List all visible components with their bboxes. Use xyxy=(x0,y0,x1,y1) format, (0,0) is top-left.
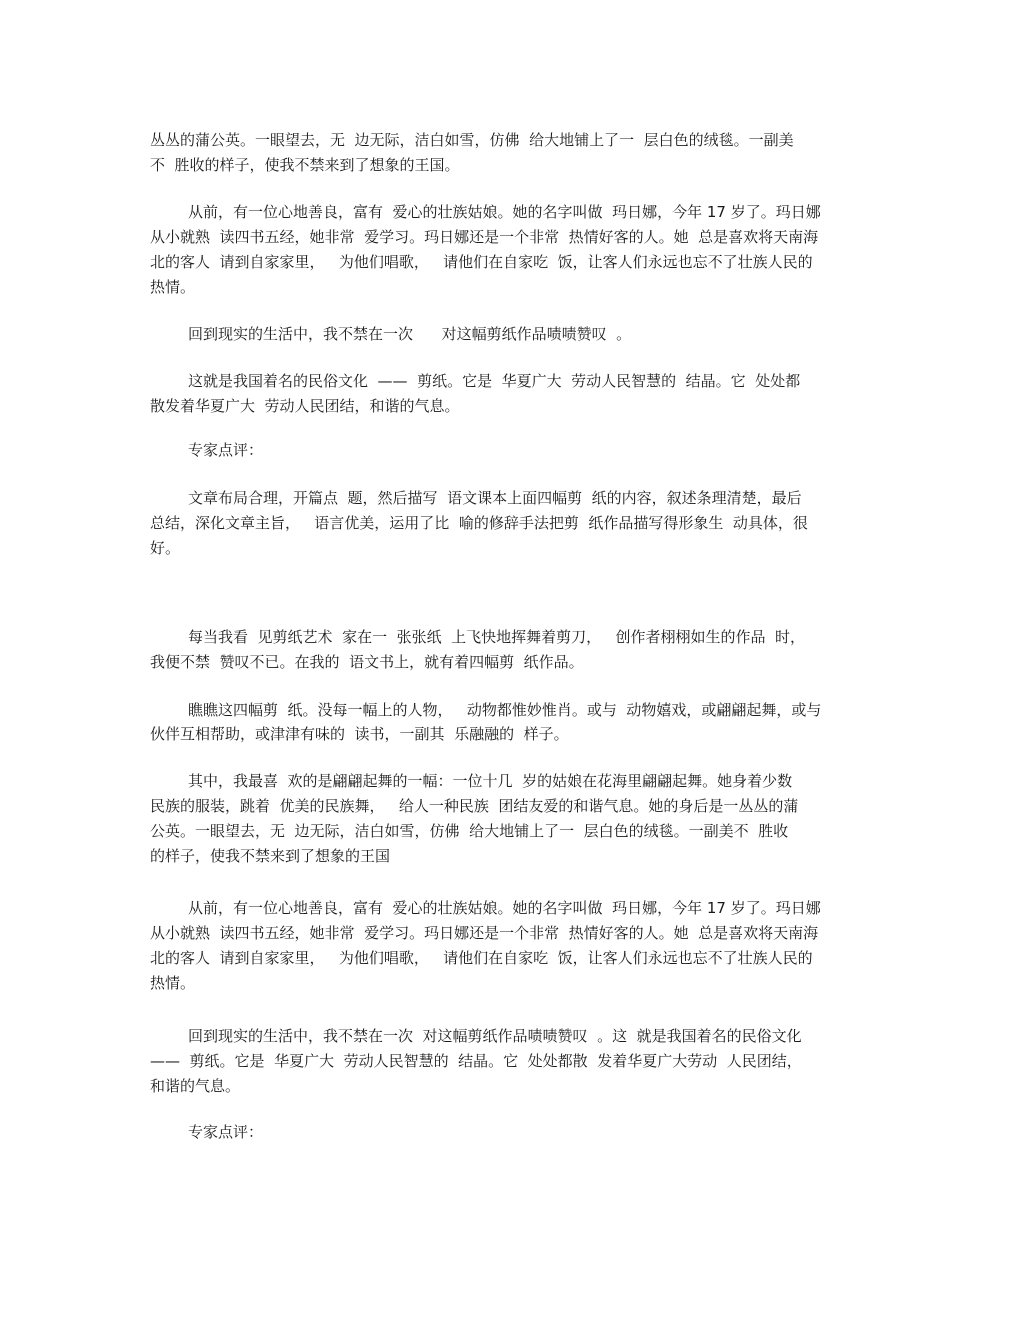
text-line: 热情。 xyxy=(150,278,196,296)
text-line: 瞧瞧这四幅剪 纸。没每一幅上的人物， 动物都惟妙惟肖。或与 动物嬉戏，或翩翩起舞，或与 xyxy=(188,701,822,719)
text-line: 从小就熟 读四书五经，她非常 爱学习。玛日娜还是一个非常 热情好客的人。她 总是喜欢将天南海 xyxy=(150,924,819,942)
text-line: 从前，有一位心地善良，富有 爱心的壮族姑娘。她的名字叫做 玛日娜，今年 17 岁了。玛日娜 xyxy=(188,203,821,221)
text-line: 好。 xyxy=(150,539,181,557)
text-line: 专家点评： xyxy=(188,441,264,459)
text-line: 散发着华夏广大 劳动人民团结，和谐的气息。 xyxy=(150,397,460,415)
text-line: —— 剪纸。它是 华夏广大 劳动人民智慧的 结晶。它 处处都散 发着华夏广大劳动 人民团结， xyxy=(150,1052,802,1070)
text-line: 的样子，使我不禁来到了想象的王国 xyxy=(150,847,391,865)
text-line: 总结，深化文章主旨， 语言优美，运用了比 喻的修辞手法把剪 纸作品描写得形象生 动具体，很 xyxy=(150,514,808,532)
text-line: 每当我看 见剪纸艺术 家在一 张张纸 上飞快地挥舞着剪刀， 创作者栩栩如生的作品 时， xyxy=(188,628,805,646)
text-line: 我便不禁 赞叹不已。在我的 语文书上，就有着四幅剪 纸作品。 xyxy=(150,653,584,671)
text-line: 这就是我国着名的民俗文化 —— 剪纸。它是 华夏广大 劳动人民智慧的 结晶。它 处处都 xyxy=(188,372,801,390)
text-line: 伙伴互相帮助，或津津有味的 读书，一副其 乐融融的 样子。 xyxy=(150,725,569,743)
text-line: 从前，有一位心地善良，富有 爱心的壮族姑娘。她的名字叫做 玛日娜，今年 17 岁了。玛日娜 xyxy=(188,899,821,917)
text-line: 专家点评： xyxy=(188,1123,264,1141)
text-line: 其中，我最喜 欢的是翩翩起舞的一幅：一位十几 岁的姑娘在花海里翩翩起舞。她身着少数 xyxy=(188,772,793,790)
text-line: 回到现实的生活中，我不禁在一次 对这幅剪纸作品啧啧赞叹 。 xyxy=(188,325,632,343)
text-line: 热情。 xyxy=(150,974,196,992)
text-line: 不 胜收的样子，使我不禁来到了想象的王国。 xyxy=(150,156,460,174)
text-line: 北的客人 请到自家家里， 为他们唱歌， 请他们在自家吃 饭，让客人们永远也忘不了壮族人民的 xyxy=(150,253,813,271)
text-line: 公英。一眼望去，无 边无际，洁白如雪，仿佛 给大地铺上了一 层白色的绒毯。一副美不 胜收 xyxy=(150,822,789,840)
text-line: 和谐的气息。 xyxy=(150,1077,241,1095)
text-line: 文章布局合理，开篇点 题，然后描写 语文课本上面四幅剪 纸的内容，叙述条理清楚，最后 xyxy=(188,489,802,507)
text-line: 丛丛的蒲公英。一眼望去，无 边无际，洁白如雪，仿佛 给大地铺上了一 层白色的绒毯。一副美 xyxy=(150,131,794,149)
text-line: 民族的服装，跳着 优美的民族舞， 给人一种民族 团结友爱的和谐气息。她的身后是一丛丛的蒲 xyxy=(150,797,799,815)
text-line: 北的客人 请到自家家里， 为他们唱歌， 请他们在自家吃 饭，让客人们永远也忘不了壮族人民的 xyxy=(150,949,813,967)
text-line: 从小就熟 读四书五经，她非常 爱学习。玛日娜还是一个非常 热情好客的人。她 总是喜欢将天南海 xyxy=(150,228,819,246)
text-line: 回到现实的生活中，我不禁在一次 对这幅剪纸作品啧啧赞叹 。这 就是我国着名的民俗文化 xyxy=(188,1027,802,1045)
